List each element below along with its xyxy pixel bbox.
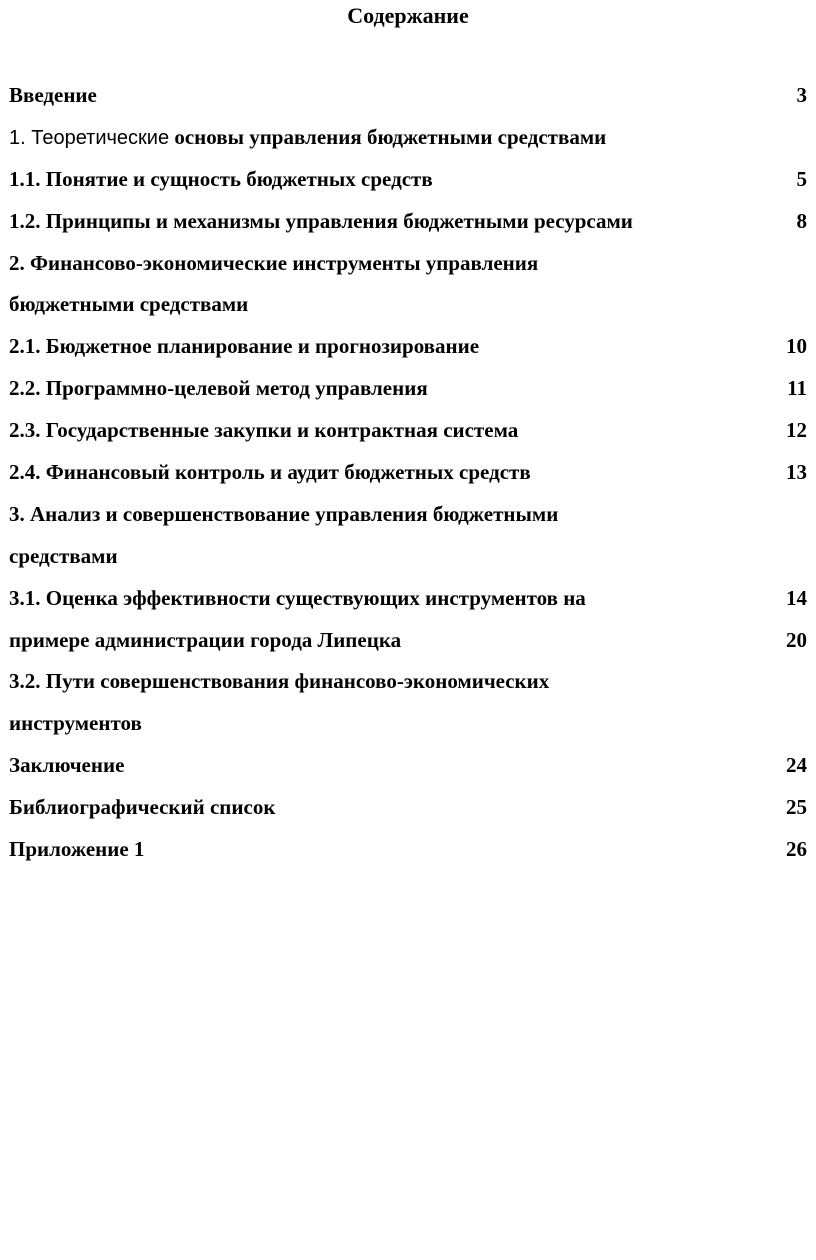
toc-entry-page: 5 [796,166,807,191]
toc-entry-label: 3.1. Оценка эффективности существующих инструментов на [9,585,586,610]
toc-entry-page: 13 [786,460,807,485]
toc-entry-label-rest: основы управления бюджетными средствами [169,124,607,149]
toc-entry-label: бюджетными средствами [9,292,249,317]
toc-entry [9,331,807,373]
toc-entry-page: 12 [786,418,807,443]
toc-entry [9,164,807,206]
toc-entry [9,541,807,583]
toc-entry-label: 3.2. Пути совершенствования финансово-экономических [9,669,550,694]
toc-entry [9,750,807,792]
toc-entry [9,415,807,457]
toc-entry-page: 3 [796,83,807,107]
toc-entry [9,708,807,750]
toc-entry-label [9,122,606,153]
toc-entry [9,373,807,415]
toc-entry-label: 3. Анализ и совершенствование управления бюджетными [9,501,559,526]
table-of-contents [9,80,807,876]
toc-entry-prefix: 1. Теоретические [9,126,170,149]
toc-entry-label: 1.1. Понятие и сущность бюджетных средств [9,166,433,191]
toc-entry-label: Библиографический список [9,795,276,820]
toc-entry-page: 24 [786,753,807,778]
toc-entry-page: 25 [786,795,807,820]
toc-entry [9,289,807,331]
toc-entry-label: инструментов [9,711,142,736]
toc-entry [9,583,807,625]
toc-entry [9,834,807,876]
toc-entry-label: Приложение 1 [9,837,145,862]
toc-entry-label: Заключение [9,753,125,778]
toc-entry-label: средствами [9,543,118,568]
toc-entry [9,122,807,164]
toc-entry-page: 14 [786,585,807,610]
toc-entry-label: 2.1. Бюджетное планирование и прогнозирование [9,334,480,359]
toc-entry [9,457,807,499]
toc-entry-page: 8 [796,208,807,233]
toc-entry [9,80,807,122]
toc-entry [9,625,807,667]
toc-entry [9,206,807,248]
toc-entry-page: 20 [786,627,807,652]
toc-entry [9,499,807,541]
toc-entry [9,248,807,290]
toc-entry-page: 26 [786,837,807,862]
toc-entry-label: примере администрации города Липецка [9,627,402,652]
toc-entry-label: 2. Финансово-экономические инструменты управления [9,250,539,275]
toc-entry-label: 1.2. Принципы и механизмы управления бюджетными ресурсами [9,208,633,233]
toc-entry-label: 2.2. Программно-целевой метод управления [9,376,428,401]
toc-entry [9,792,807,834]
toc-entry-label: 2.3. Государственные закупки и контрактная система [9,418,519,443]
toc-entry-label: Введение [9,83,97,107]
toc-entry [9,666,807,708]
toc-entry-page: 11 [787,376,807,401]
toc-title: Содержание [347,3,469,28]
toc-entry-label: 2.4. Финансовый контроль и аудит бюджетных средств [9,460,531,485]
toc-entry-page: 10 [786,334,807,359]
